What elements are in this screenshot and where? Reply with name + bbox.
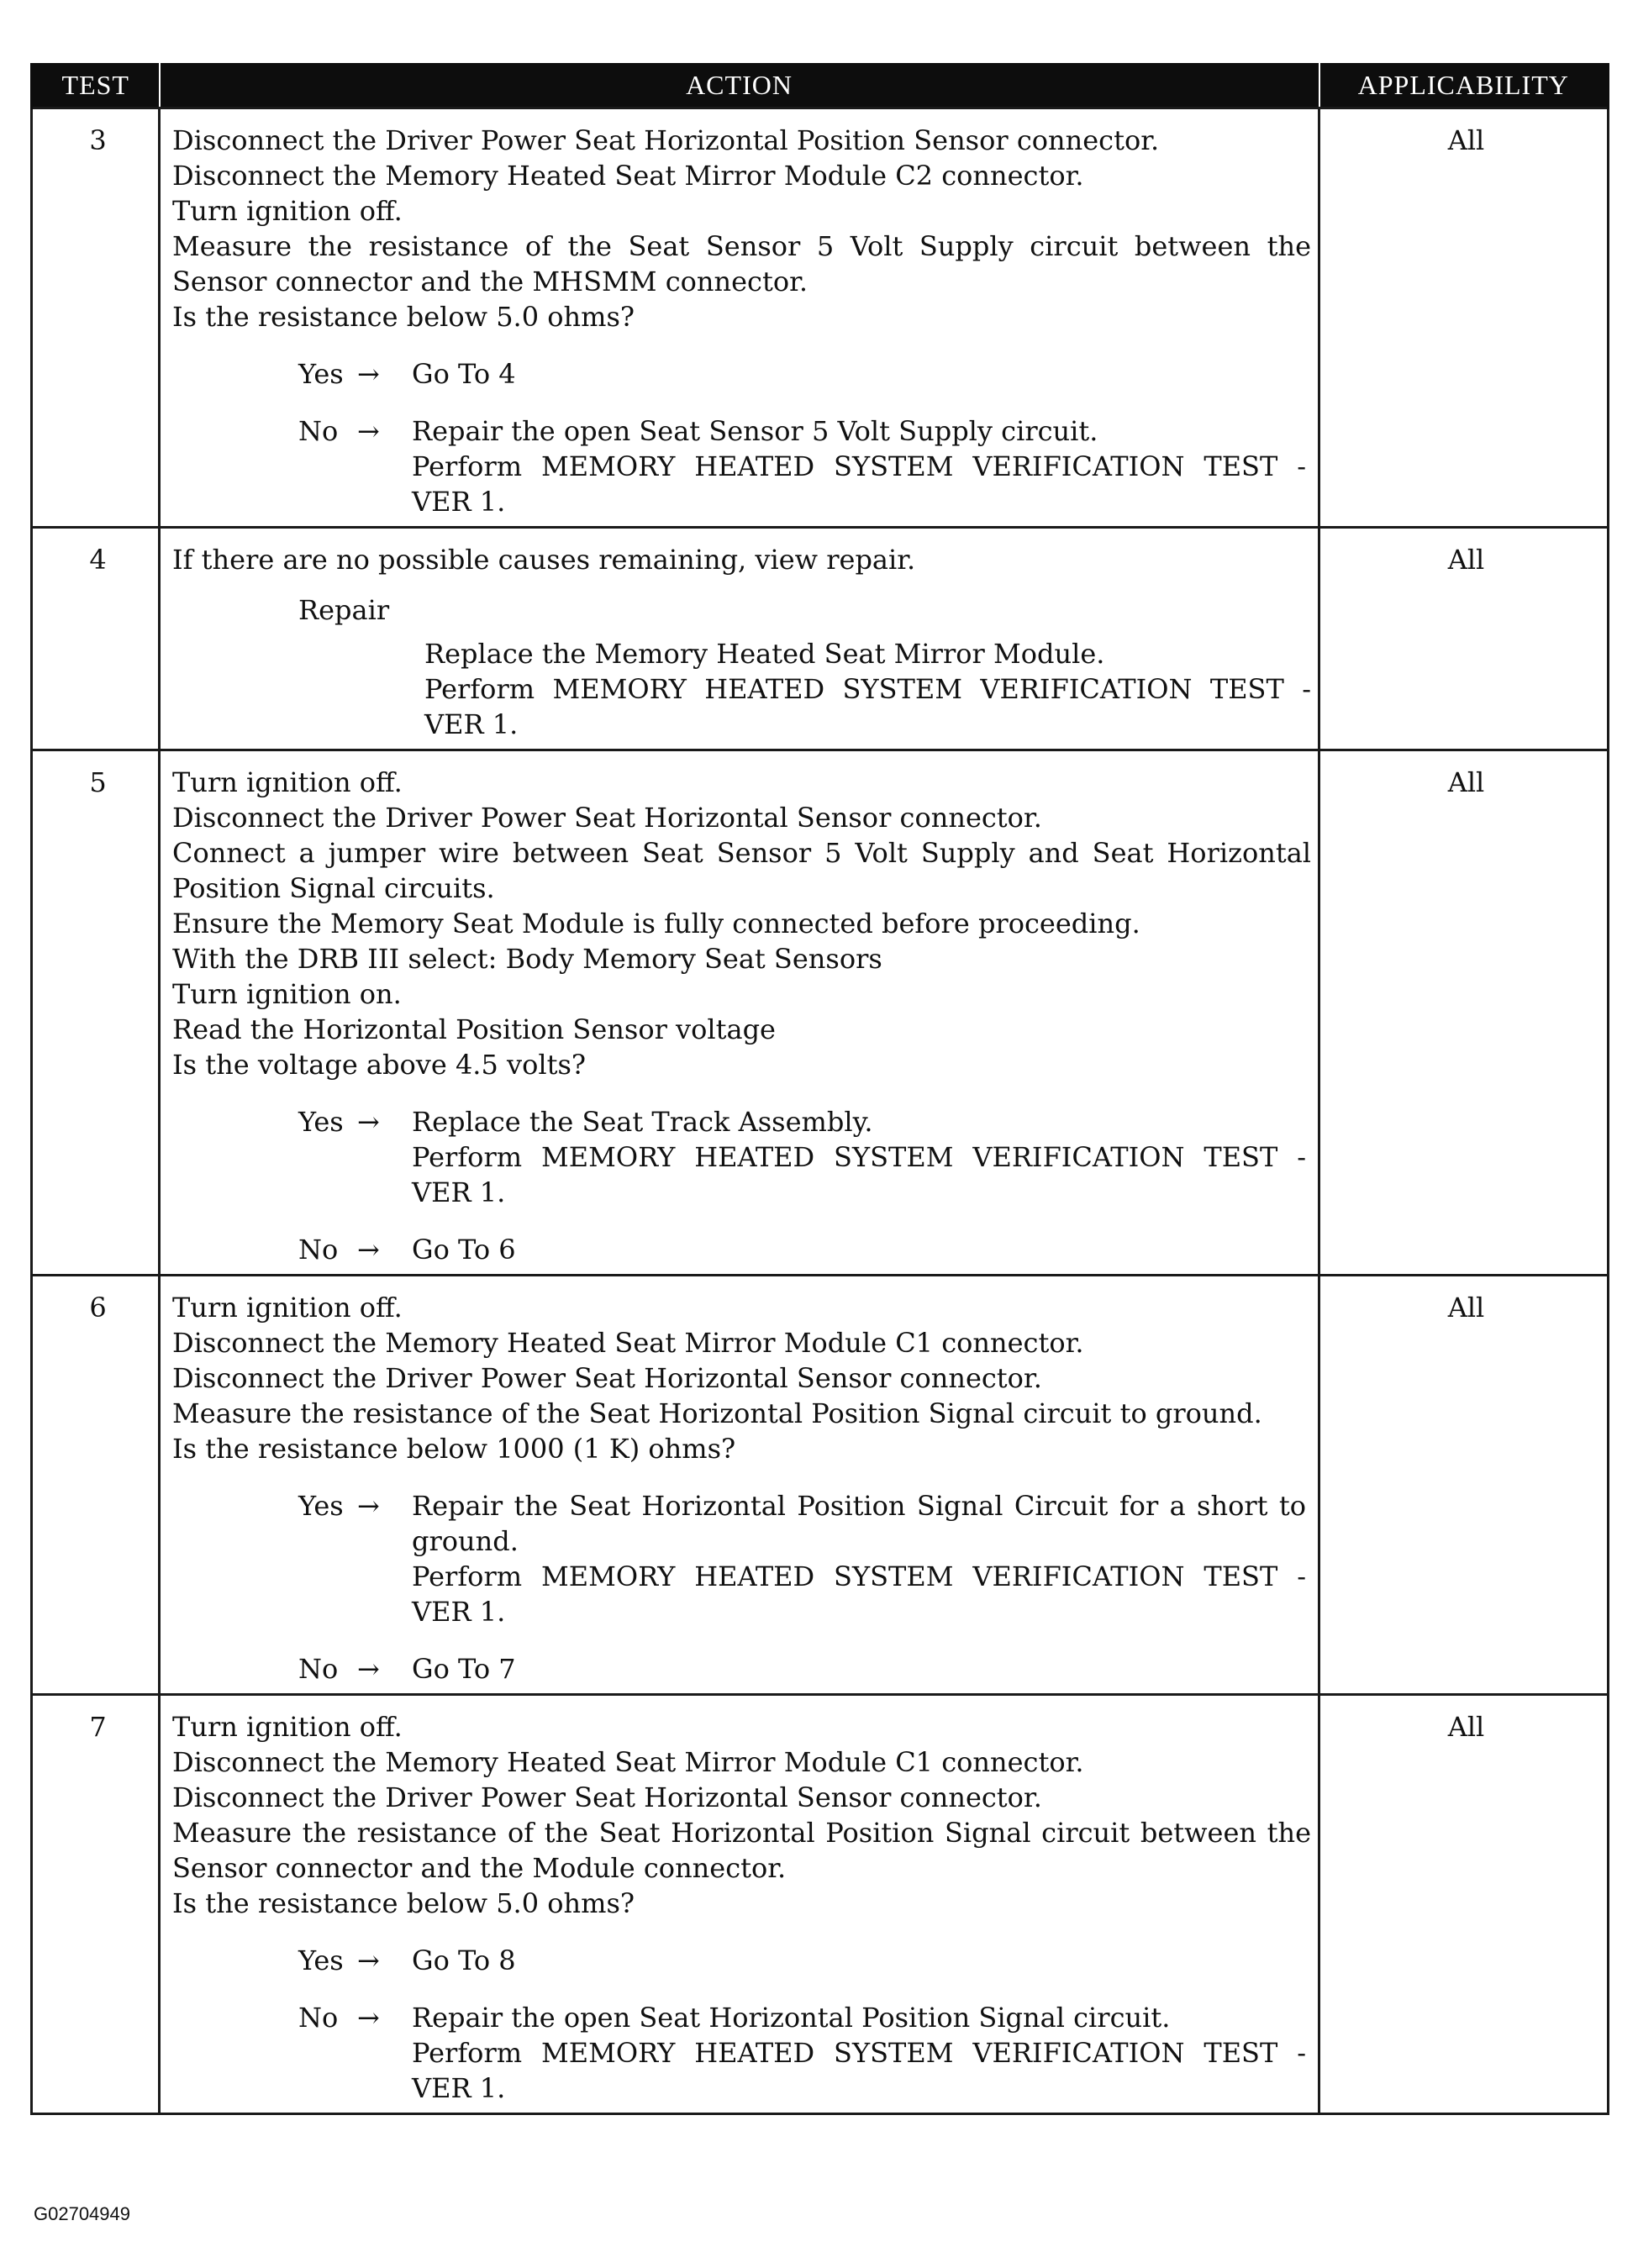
repair-block: [298, 592, 1311, 742]
table-row: [32, 528, 1609, 750]
outcome-result-line: Go To 8: [412, 1944, 516, 1976]
action-step: Turn ignition on.: [172, 978, 402, 1010]
arrow-icon: →: [357, 2002, 380, 2034]
outcome-result-line: Go To 7: [412, 1653, 516, 1685]
arrow-icon: →: [357, 358, 380, 390]
outcome-label: No: [298, 2002, 339, 2034]
action-cell: [160, 1695, 1319, 2114]
outcome-result: [412, 1488, 1311, 1629]
header-action: ACTION: [160, 63, 1319, 108]
arrow-icon: →: [357, 1653, 380, 1685]
outcome-result-line: Replace the Seat Track Assembly.: [412, 1106, 873, 1138]
action-step: Disconnect the Driver Power Seat Horizontal Sensor connector.: [172, 802, 1042, 834]
action-step: Disconnect the Driver Power Seat Horizontal Sensor connector.: [172, 1362, 1042, 1394]
applicability-cell: All: [1319, 750, 1609, 1276]
diagnostic-test-table: [30, 63, 1609, 2115]
outcome-result: [412, 413, 1311, 519]
outcome-result-line: Perform MEMORY HEATED SYSTEM VERIFICATION TEST - VER 1.: [412, 2037, 1306, 2104]
action-step: Read the Horizontal Position Sensor voltage: [172, 1013, 776, 1045]
outcome-result-line: Perform MEMORY HEATED SYSTEM VERIFICATION TEST - VER 1.: [412, 1560, 1306, 1628]
arrow-icon: →: [357, 1944, 380, 1976]
outcome-label: Yes: [298, 1106, 344, 1138]
repair-result-line: Perform MEMORY HEATED SYSTEM VERIFICATION TEST - VER 1.: [424, 673, 1311, 740]
outcome-yes: [298, 1943, 1311, 1978]
action-step: Disconnect the Memory Heated Seat Mirror Module C1 connector.: [172, 1746, 1084, 1778]
outcome-result: [412, 1232, 1311, 1267]
table-body: [32, 108, 1609, 2114]
table-row: [32, 1695, 1609, 2114]
outcome-no: [298, 2000, 1311, 2106]
action-cell: [160, 108, 1319, 528]
action-step: Is the resistance below 5.0 ohms?: [172, 301, 635, 333]
outcome-yes: [298, 1488, 1311, 1629]
repair-label: Repair: [298, 594, 390, 626]
diagnostic-test-sheet: [30, 63, 1607, 2115]
action-step: Disconnect the Driver Power Seat Horizontal Sensor connector.: [172, 1781, 1042, 1813]
table-header-row: [32, 63, 1609, 108]
outcome-label: No: [298, 1653, 339, 1685]
outcome-result: [412, 1104, 1311, 1210]
action-step: Measure the resistance of the Seat Horizontal Position Signal circuit between the Sensor connector and the Module connector.: [172, 1817, 1311, 1884]
test-number: 3: [32, 108, 160, 528]
action-step: Is the resistance below 1000 (1 K) ohms?: [172, 1433, 736, 1465]
outcome-result-line: Go To 4: [412, 358, 516, 390]
outcome-result-line: Perform MEMORY HEATED SYSTEM VERIFICATION TEST - VER 1.: [412, 1141, 1306, 1208]
action-step: Measure the resistance of the Seat Sensor 5 Volt Supply circuit between the Sensor connector and the MHSMM connector.: [172, 230, 1311, 297]
test-number: 7: [32, 1695, 160, 2114]
action-step: Disconnect the Memory Heated Seat Mirror Module C2 connector.: [172, 160, 1084, 192]
action-step: If there are no possible causes remaining, view repair.: [172, 544, 916, 576]
applicability-cell: All: [1319, 108, 1609, 528]
outcome-result-line: Go To 6: [412, 1234, 516, 1266]
outcome-label: Yes: [298, 358, 344, 390]
outcome-result-line: Repair the Seat Horizontal Position Signal Circuit for a short to ground.: [412, 1490, 1306, 1557]
outcome-result-line: Repair the open Seat Sensor 5 Volt Supply circuit.: [412, 415, 1098, 447]
outcome-no: [298, 413, 1311, 519]
action-step: Turn ignition off.: [172, 1711, 403, 1743]
action-step: Turn ignition off.: [172, 195, 403, 227]
outcome-result: [412, 1943, 1311, 1978]
header-test: TEST: [32, 63, 160, 108]
outcome-label: No: [298, 1234, 339, 1266]
applicability-cell: All: [1319, 1695, 1609, 2114]
test-number: 4: [32, 528, 160, 750]
action-cell: [160, 528, 1319, 750]
outcome-result: [412, 356, 1311, 392]
action-step: Turn ignition off.: [172, 1292, 403, 1323]
outcome-yes: [298, 1104, 1311, 1210]
arrow-icon: →: [357, 415, 380, 447]
outcome-label: Yes: [298, 1944, 344, 1976]
action-cell: [160, 750, 1319, 1276]
action-step: With the DRB III select: Body Memory Seat Sensors: [172, 943, 882, 975]
outcome-yes: [298, 356, 1311, 392]
outcome-result-line: Perform MEMORY HEATED SYSTEM VERIFICATION TEST - VER 1.: [412, 450, 1306, 518]
action-step: Ensure the Memory Seat Module is fully connected before proceeding.: [172, 908, 1140, 939]
repair-result-line: Replace the Memory Heated Seat Mirror Module.: [424, 638, 1105, 670]
outcome-result: [412, 1651, 1311, 1687]
outcome-no: [298, 1651, 1311, 1687]
table-row: [32, 1276, 1609, 1695]
test-number: 6: [32, 1276, 160, 1695]
action-step: Disconnect the Driver Power Seat Horizontal Position Sensor connector.: [172, 124, 1160, 156]
outcome-result: [412, 2000, 1311, 2106]
action-cell: [160, 1276, 1319, 1695]
arrow-icon: →: [357, 1106, 380, 1138]
test-number: 5: [32, 750, 160, 1276]
table-row: [32, 108, 1609, 528]
outcome-no: [298, 1232, 1311, 1267]
applicability-cell: All: [1319, 1276, 1609, 1695]
header-applicability: APPLICABILITY: [1319, 63, 1609, 108]
table-row: [32, 750, 1609, 1276]
arrow-icon: →: [357, 1490, 380, 1522]
applicability-cell: All: [1319, 528, 1609, 750]
action-step: Disconnect the Memory Heated Seat Mirror Module C1 connector.: [172, 1327, 1084, 1359]
repair-result: [424, 636, 1311, 742]
outcome-label: No: [298, 415, 339, 447]
action-step: Is the resistance below 5.0 ohms?: [172, 1887, 635, 1919]
action-step: Turn ignition off.: [172, 766, 403, 798]
outcome-label: Yes: [298, 1490, 344, 1522]
arrow-icon: →: [357, 1234, 380, 1266]
figure-id: G02704949: [34, 2203, 130, 2224]
outcome-result-line: Repair the open Seat Horizontal Position Signal circuit.: [412, 2002, 1171, 2034]
action-step: Is the voltage above 4.5 volts?: [172, 1049, 587, 1081]
action-step: Connect a jumper wire between Seat Sensor 5 Volt Supply and Seat Horizontal Position Signal circuits.: [172, 837, 1311, 904]
action-step: Measure the resistance of the Seat Horizontal Position Signal circuit to ground.: [172, 1397, 1262, 1429]
